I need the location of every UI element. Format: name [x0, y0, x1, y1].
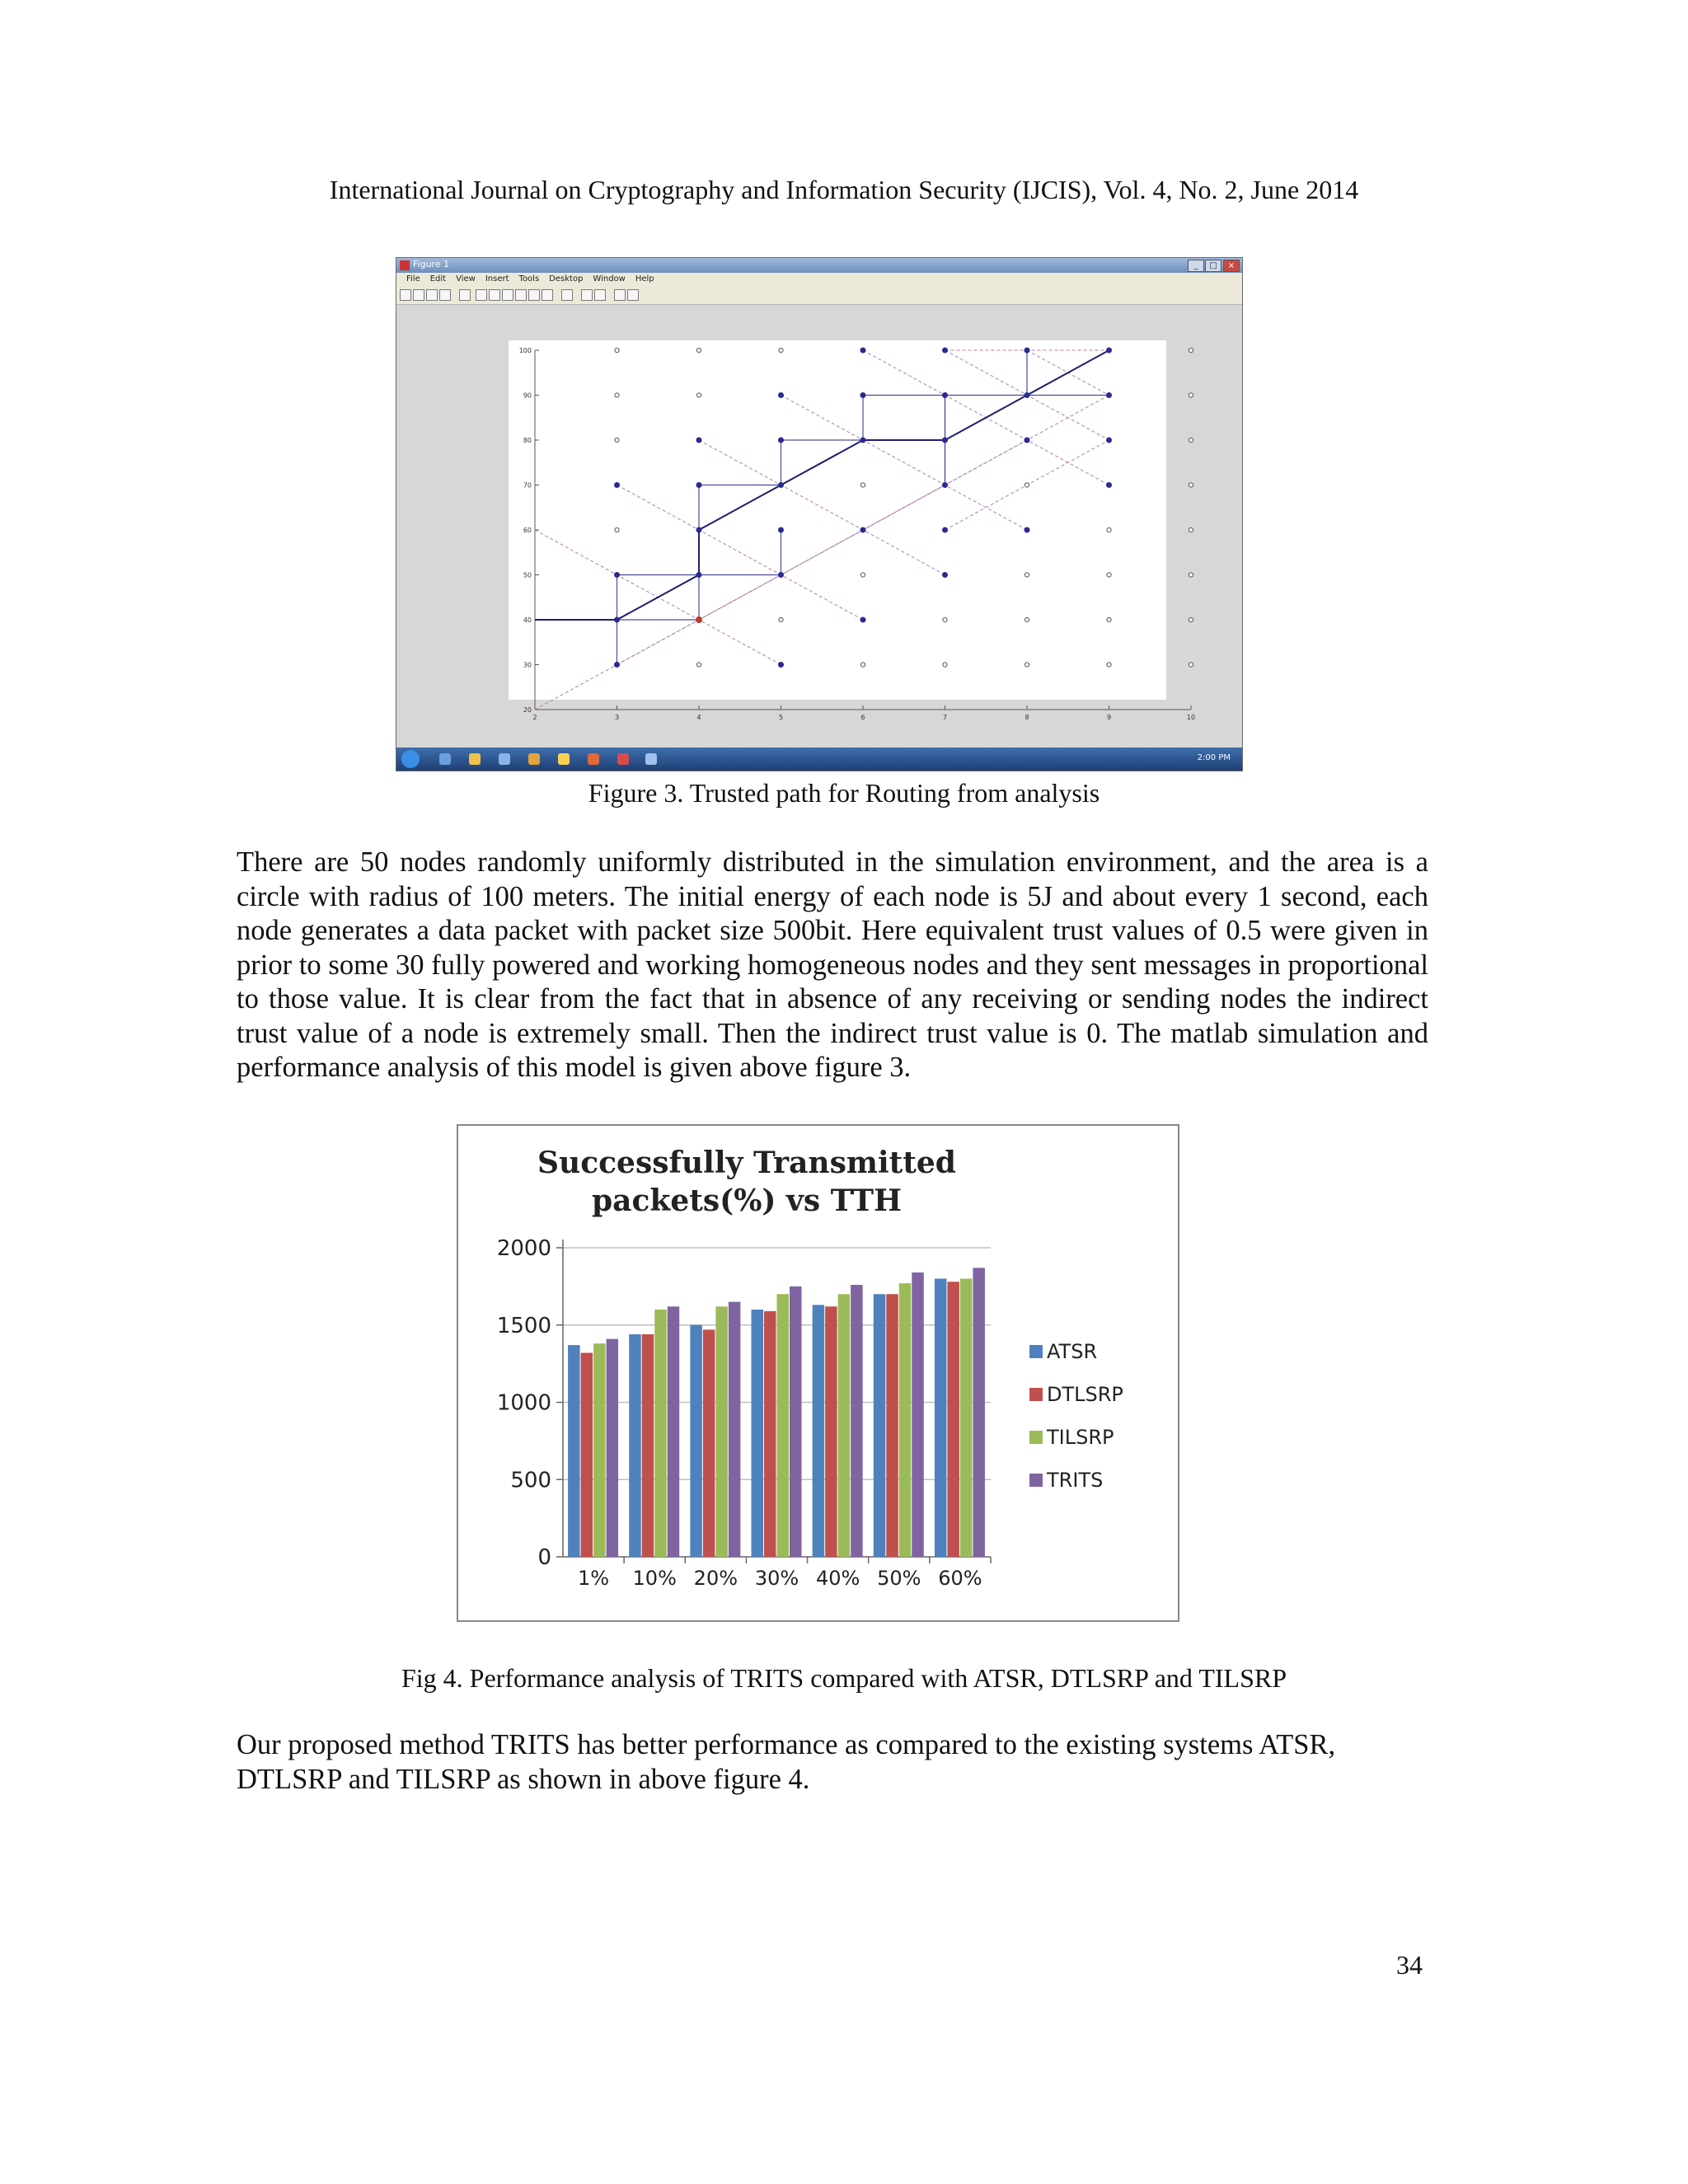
window-titlebar: [396, 258, 1242, 273]
active-node: [1025, 438, 1029, 443]
idle-node: [1025, 663, 1029, 667]
bar-trits: [973, 1268, 985, 1557]
body-paragraph-2: Our proposed method TRITS has better performance as compared to the existing systems ATSR, DTLSRP and TILSRP as shown in above figure 4.: [237, 1729, 1336, 1795]
active-node: [1107, 393, 1112, 398]
idle-node: [1107, 527, 1111, 532]
bar-trits: [729, 1302, 741, 1557]
menu-item-insert[interactable]: Insert: [485, 274, 509, 284]
idle-node: [1189, 483, 1193, 487]
brush-icon[interactable]: [542, 289, 553, 301]
legend-swatch-trits: [1029, 1474, 1043, 1487]
x-tick-label: 8: [1025, 714, 1029, 721]
active-node: [943, 438, 948, 443]
idle-node: [860, 483, 865, 487]
active-node: [615, 573, 620, 578]
journal-header: International Journal on Cryptography and Information Security (IJCIS), Vol. 4, No. 2, June 2014: [329, 175, 1359, 204]
x-tick-label: 1%: [578, 1567, 610, 1590]
bar-tilsrp: [777, 1294, 790, 1557]
bar-chart: [458, 1126, 1178, 1620]
active-node: [1025, 348, 1029, 353]
bar-atsr: [813, 1305, 825, 1557]
legend-label-tilsrp: TILSRP: [1047, 1426, 1114, 1449]
active-node: [696, 483, 701, 488]
active-node: [779, 483, 784, 488]
active-node: [1025, 527, 1029, 532]
figure-3-caption: Figure 3. Trusted path for Routing from analysis: [588, 778, 1100, 808]
y-tick-label: 0: [537, 1545, 551, 1570]
bar-tilsrp: [960, 1279, 973, 1558]
y-tick-label: 60: [523, 527, 532, 534]
link-icon[interactable]: [561, 289, 573, 301]
rotate-icon[interactable]: [515, 289, 527, 301]
figure-4-caption: Fig 4. Performance analysis of TRITS compared with ATSR, DTLSRP and TILSRP: [401, 1663, 1287, 1693]
y-tick-label: 80: [523, 437, 532, 444]
x-tick-label: 60%: [938, 1567, 982, 1590]
active-node: [696, 438, 701, 443]
idle-node: [615, 393, 619, 397]
active-node: [696, 527, 701, 532]
active-node: [943, 527, 948, 532]
bar-dtlsrp: [642, 1334, 654, 1557]
y-tick-label: 90: [523, 391, 532, 400]
idle-node: [615, 438, 619, 442]
x-tick-label: 4: [696, 714, 701, 721]
y-tick-label: 30: [523, 661, 532, 669]
menu-item-view[interactable]: View: [456, 274, 476, 284]
body-paragraph-1: There are 50 nodes randomly uniformly distributed in the simulation environment, and the area is a circle with radius of 100 meters. The initial energy of each node is 5J and about every 1 second, each node generates a data packet with packet size 500bit. Here equivalent trust values of 0.5 were given in prior to some 30 fully powered and working homogeneous nodes and they sent messages in proportional to those value. It is clear from the fact that in absence of any receiving or sending nodes the indirect trust value of a node is extremely small. Then the indirect trust value is 0. The matlab simulation and performance analysis of this model is given above figure 3.: [237, 846, 1428, 1083]
idle-node: [943, 663, 947, 667]
chart-title: Successfully Transmitted packets(%) vs TTH: [537, 1146, 956, 1218]
x-tick-label: 3: [614, 714, 620, 721]
bar-trits: [790, 1286, 802, 1557]
page-number: 34: [1396, 1950, 1423, 1980]
menu-item-tools[interactable]: Tools: [518, 274, 540, 284]
bar-dtlsrp: [825, 1306, 837, 1557]
source-node: [696, 616, 702, 623]
active-node: [860, 393, 865, 398]
bar-atsr: [629, 1334, 641, 1557]
idle-node: [943, 617, 947, 621]
bar-atsr: [568, 1345, 580, 1557]
bar-atsr: [935, 1279, 947, 1558]
network-graph: [509, 340, 1196, 721]
idle-node: [696, 393, 701, 397]
idle-node: [1189, 527, 1193, 532]
y-tick-label: 100: [518, 347, 532, 354]
active-node: [1025, 393, 1029, 398]
figure-menubar: [396, 273, 1242, 286]
x-tick-label: 10%: [632, 1567, 677, 1590]
bar-atsr: [752, 1310, 764, 1557]
x-tick-label: 30%: [754, 1567, 799, 1590]
legend-swatch-dtlsrp: [1029, 1388, 1043, 1401]
idle-node: [860, 573, 865, 577]
idle-node: [1107, 573, 1111, 577]
active-node: [615, 617, 620, 622]
y-tick-label: 2000: [496, 1236, 551, 1261]
y-tick-label: 40: [523, 616, 532, 624]
figure-taskbar-icon[interactable]: [645, 753, 657, 765]
x-tick-label: 40%: [815, 1567, 860, 1590]
x-tick-label: 2: [532, 714, 537, 721]
legend-label-atsr: ATSR: [1047, 1340, 1098, 1363]
print-icon[interactable]: [439, 289, 451, 301]
colorbar-icon[interactable]: [581, 289, 593, 301]
dashed-link: [863, 396, 1109, 531]
menu-item-file[interactable]: File: [406, 274, 420, 284]
new-figure-icon[interactable]: [400, 289, 411, 301]
active-node: [943, 573, 948, 578]
idle-node: [615, 527, 619, 532]
active-node: [1107, 483, 1112, 488]
x-tick-label: 20%: [693, 1567, 738, 1590]
legend-swatch-tilsrp: [1029, 1431, 1043, 1444]
idle-node: [1025, 617, 1029, 621]
data-cursor-icon[interactable]: [528, 289, 540, 301]
bar-dtlsrp: [581, 1353, 593, 1558]
bar-trits: [851, 1285, 863, 1557]
legend-icon[interactable]: [594, 289, 606, 301]
idle-node: [1189, 393, 1193, 397]
y-tick-label: 500: [510, 1468, 551, 1493]
menu-item-help[interactable]: Help: [635, 274, 654, 284]
idle-node: [1107, 617, 1111, 621]
idle-node: [1189, 663, 1193, 667]
idle-node: [779, 617, 783, 621]
bar-dtlsrp: [947, 1282, 959, 1557]
active-node: [943, 393, 948, 398]
x-tick-label: 9: [1106, 714, 1112, 721]
bar-dtlsrp: [886, 1294, 898, 1557]
zoom-out-icon[interactable]: [489, 289, 500, 301]
active-node: [779, 573, 784, 578]
idle-node: [1025, 483, 1029, 487]
legend-label-dtlsrp: DTLSRP: [1047, 1383, 1123, 1406]
window-title: Figure 1: [413, 259, 450, 269]
bar-atsr: [690, 1325, 702, 1557]
active-node: [860, 527, 865, 532]
trusted-path: [535, 350, 1109, 620]
edit-plot-icon[interactable]: [459, 289, 471, 301]
routing-plot-area: [509, 340, 1196, 721]
active-node: [779, 393, 784, 398]
matlab-taskbar-icon[interactable]: [588, 753, 599, 765]
idle-node: [615, 348, 619, 352]
idle-node: [779, 348, 783, 352]
idle-node: [1189, 348, 1193, 352]
app-taskbar-icon[interactable]: [617, 753, 629, 765]
taskbar-clock: 2:00 PM: [1197, 753, 1231, 762]
windows-taskbar: [396, 748, 1242, 771]
bar-tilsrp: [715, 1306, 728, 1557]
y-tick-label: 20: [523, 706, 532, 714]
x-tick-label: 5: [778, 714, 784, 721]
x-tick-label: 10: [1186, 714, 1196, 721]
y-tick-label: 1000: [496, 1390, 551, 1416]
open-file-icon[interactable]: [413, 289, 424, 301]
y-tick-label: 1500: [496, 1313, 551, 1338]
active-node: [779, 438, 784, 443]
zoom-in-icon[interactable]: [476, 289, 487, 301]
x-tick-label: 7: [942, 714, 948, 721]
active-node: [696, 573, 701, 578]
bar-trits: [912, 1272, 924, 1557]
active-node: [943, 348, 948, 353]
y-tick-label: 50: [523, 571, 532, 579]
firefox-icon[interactable]: [528, 753, 540, 765]
figure-toolbar: [396, 286, 1242, 305]
show-plot-tools-icon[interactable]: [627, 289, 639, 301]
active-node: [779, 663, 784, 668]
idle-node: [1025, 573, 1029, 577]
bar-tilsrp: [593, 1343, 606, 1557]
folder-icon[interactable]: [469, 753, 481, 765]
minimize-icon[interactable]: _: [1188, 260, 1204, 272]
menu-item-edit[interactable]: Edit: [429, 274, 447, 284]
idle-node: [1189, 573, 1193, 577]
bar-tilsrp: [899, 1283, 912, 1557]
active-node: [615, 663, 620, 668]
y-tick-label: 70: [523, 481, 532, 490]
bar-dtlsrp: [703, 1329, 715, 1557]
bar-chart-figure: [457, 1124, 1179, 1622]
media-icon[interactable]: [499, 753, 510, 765]
close-icon[interactable]: ×: [1223, 260, 1240, 272]
active-node: [1107, 348, 1112, 353]
active-node: [943, 483, 948, 488]
x-tick-label: 50%: [877, 1567, 921, 1590]
active-node: [779, 527, 784, 532]
bar-tilsrp: [654, 1310, 667, 1557]
active-node: [860, 617, 865, 622]
idle-node: [696, 663, 701, 667]
save-icon[interactable]: [426, 289, 438, 301]
bar-trits: [668, 1306, 680, 1557]
bar-dtlsrp: [764, 1311, 776, 1557]
x-tick-label: 6: [860, 714, 865, 721]
dashed-link: [699, 440, 945, 575]
chrome-icon[interactable]: [558, 753, 570, 765]
idle-node: [860, 663, 865, 667]
active-node: [1107, 438, 1112, 443]
start-button-icon[interactable]: [401, 750, 420, 768]
active-node: [860, 348, 865, 353]
active-node: [860, 438, 865, 443]
legend-swatch-atsr: [1029, 1345, 1043, 1358]
pan-icon[interactable]: [502, 289, 513, 301]
active-node: [615, 483, 620, 488]
menu-item-window[interactable]: Window: [593, 274, 626, 284]
bar-atsr: [874, 1294, 886, 1557]
bar-trits: [607, 1339, 619, 1557]
idle-node: [1107, 663, 1111, 667]
ie-icon[interactable]: [439, 753, 451, 765]
matlab-icon: [400, 260, 410, 270]
legend-label-trits: TRITS: [1047, 1469, 1104, 1492]
hide-plot-tools-icon[interactable]: [614, 289, 626, 301]
idle-node: [1189, 617, 1193, 621]
idle-node: [696, 348, 701, 352]
bar-tilsrp: [838, 1294, 851, 1557]
idle-node: [1189, 438, 1193, 442]
maximize-icon[interactable]: □: [1205, 260, 1221, 272]
menu-item-desktop[interactable]: Desktop: [549, 274, 584, 284]
matlab-figure-window: [396, 257, 1243, 771]
